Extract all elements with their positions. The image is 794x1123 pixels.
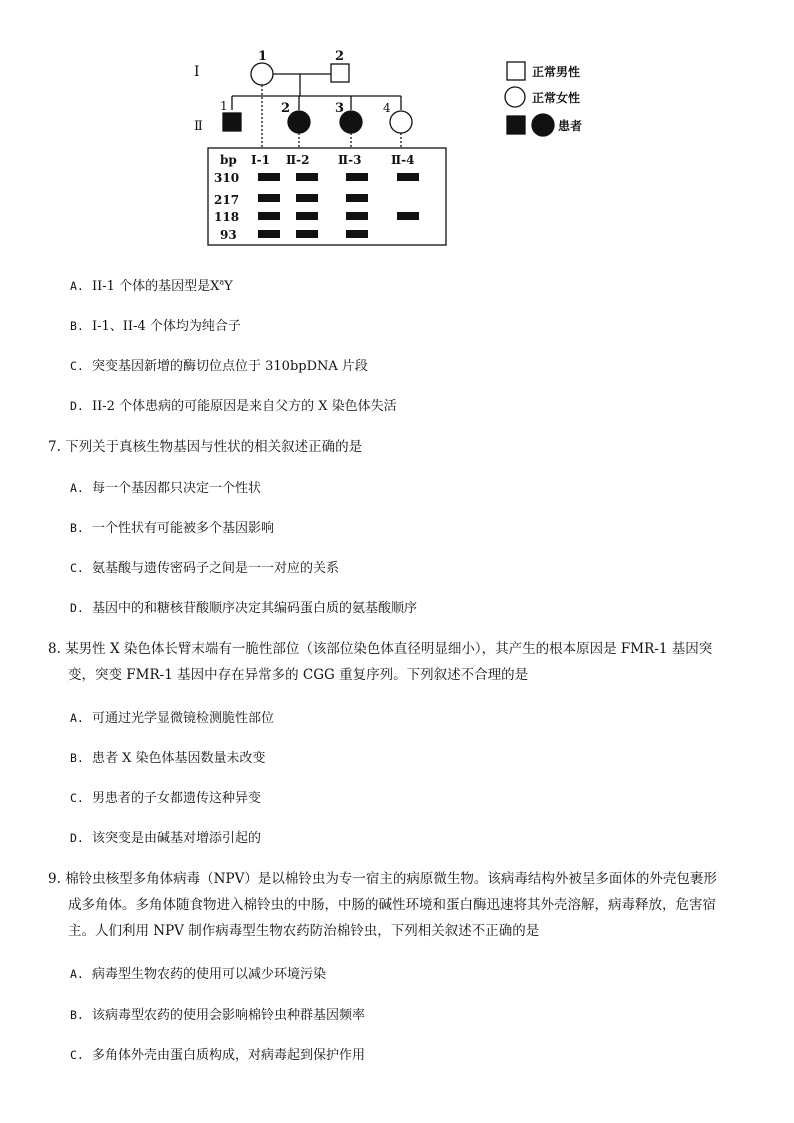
q8-option-d [70, 828, 261, 849]
option-text: Y [224, 279, 233, 294]
legend-affected-female-symbol [532, 114, 554, 136]
gel-band [397, 212, 419, 220]
question-text: 变，突变 FMR-1 基因中存在异常多的 CGG 重复序列。下列叙述不合理的是 [68, 667, 529, 683]
option-letter: A. [70, 711, 84, 725]
q7-option-b [70, 518, 274, 539]
legend-female-symbol [505, 87, 525, 107]
legend-affected-label: 患者 [558, 119, 583, 133]
question-text: 主。人们利用 NPV 制作病毒型生物农药防治棉铃虫，下列相关叙述不正确的是 [68, 923, 540, 939]
gel-band [296, 194, 318, 202]
legend-male-label: 正常男性 [532, 65, 581, 79]
gel-band [397, 173, 419, 181]
option-text: 患者 X 染色体基因数量未改变 [92, 751, 266, 766]
option-text: 可通过光学显微镜检测脆性部位 [92, 711, 275, 726]
II2-affected-female [288, 111, 310, 133]
option-text: 一个性状有可能被多个基因影响 [92, 521, 275, 536]
option-letter: C. [70, 1048, 84, 1062]
q9-option-b [70, 1005, 365, 1026]
option-letter: B. [70, 1008, 84, 1022]
q7-stem [48, 434, 362, 460]
gel-band [258, 212, 280, 220]
q8-option-c [70, 788, 261, 809]
gel-band [346, 173, 368, 181]
option-letter: C. [70, 561, 84, 575]
q9-stem [48, 866, 717, 944]
option-text: 每一个基因都只决定一个性状 [92, 481, 262, 496]
option-text: I-1、II-4 个体均为纯合子 [92, 319, 241, 334]
legend-affected-male-symbol [507, 116, 525, 134]
q6-option-d [70, 396, 397, 417]
option-letter: C. [70, 791, 84, 805]
q7-option-d [70, 598, 417, 619]
II4-number: 4 [383, 101, 391, 115]
option-text: 病毒型生物农药的使用可以减少环境污染 [92, 967, 327, 982]
legend-female-label: 正常女性 [532, 91, 581, 105]
q7-option-a [70, 478, 261, 499]
gel-band [296, 230, 318, 238]
option-text: II-1 个体的基因型是X [92, 279, 220, 294]
gel-lane-label: Ⅰ-1 [251, 153, 270, 167]
gel-band [258, 173, 280, 181]
question-text: 成多角体。多角体随食物进入棉铃虫的中肠，中肠的碱性环境和蛋白酶迅速将其外壳溶解，病毒释放，危害宿 [68, 897, 716, 913]
gel-band [258, 194, 280, 202]
option-letter: A. [70, 481, 84, 495]
gel-band [346, 194, 368, 202]
I1-number: 1 [258, 49, 268, 64]
gel-band [346, 212, 368, 220]
gel-band [296, 212, 318, 220]
option-letter: A. [70, 279, 84, 293]
II3-number: 3 [335, 101, 345, 116]
question-text: 下列关于真核生物基因与性状的相关叙述正确的是 [65, 439, 363, 455]
II1-affected-male [223, 113, 241, 131]
gel-bp-header: bp [220, 153, 237, 167]
superscript: a [219, 277, 225, 287]
option-text: II-2 个体患病的可能原因是来自父方的 X 染色体失活 [92, 399, 397, 414]
gel-size-label: 93 [220, 228, 237, 242]
q6-option-c [70, 356, 368, 377]
gel-band [346, 230, 368, 238]
option-text: 基因中的和糖核苷酸顺序决定其编码蛋白质的氨基酸顺序 [92, 601, 418, 616]
q8-stem [48, 636, 712, 688]
pedigree-gel-figure [180, 40, 630, 252]
option-text: 突变基因新增的酶切位点位于 310bpDNA 片段 [92, 359, 368, 374]
II4-normal-female [390, 111, 412, 133]
I1-normal-female [251, 63, 273, 85]
question-number: 7. [48, 439, 61, 455]
gel-size-label: 310 [214, 171, 240, 185]
I2-normal-male [331, 64, 349, 82]
q8-option-a [70, 708, 274, 729]
option-letter: B. [70, 751, 84, 765]
question-number: 9. [48, 871, 61, 887]
legend-male-symbol [507, 62, 525, 80]
q8-option-b [70, 748, 266, 769]
option-letter: A. [70, 967, 84, 981]
gel-band [296, 173, 318, 181]
gen2-label: Ⅱ [194, 119, 203, 134]
option-letter: D. [70, 831, 84, 845]
gen1-label: I [194, 64, 200, 80]
II2-number: 2 [281, 101, 291, 116]
question-number: 8. [48, 641, 61, 657]
gel-size-label: 217 [214, 193, 240, 207]
q9-option-c [70, 1045, 365, 1066]
option-letter: C. [70, 359, 84, 373]
gel-lane-label: Ⅱ-4 [391, 153, 415, 167]
q6-option-a [70, 276, 233, 297]
q6-option-b [70, 316, 241, 337]
gel-lane-label: Ⅱ-3 [338, 153, 362, 167]
option-text: 男患者的子女都遗传这种异变 [92, 791, 262, 806]
option-letter: D. [70, 399, 84, 413]
option-letter: D. [70, 601, 84, 615]
question-text: 某男性 X 染色体长臂末端有一脆性部位（该部位染色体直径明显细小），其产生的根本原因是 FMR-1 基因突 [65, 641, 713, 657]
option-text: 氨基酸与遗传密码子之间是一一对应的关系 [92, 561, 340, 576]
gel-lane-label: Ⅱ-2 [286, 153, 310, 167]
option-text: 该病毒型农药的使用会影响棉铃虫种群基因频率 [92, 1008, 366, 1023]
gel-band [258, 230, 280, 238]
question-text: 棉铃虫核型多角体病毒（NPV）是以棉铃虫为专一宿主的病原微生物。该病毒结构外被呈多面体的外壳包裹形 [65, 871, 717, 887]
q7-option-c [70, 558, 339, 579]
option-text: 多角体外壳由蛋白质构成，对病毒起到保护作用 [92, 1048, 366, 1063]
option-text: 该突变是由碱基对增添引起的 [92, 831, 262, 846]
q9-option-a [70, 964, 326, 985]
I2-number: 2 [335, 49, 345, 64]
gel-size-label: 118 [214, 210, 240, 224]
II1-number: 1 [220, 99, 228, 113]
option-letter: B. [70, 521, 84, 535]
option-letter: B. [70, 319, 84, 333]
